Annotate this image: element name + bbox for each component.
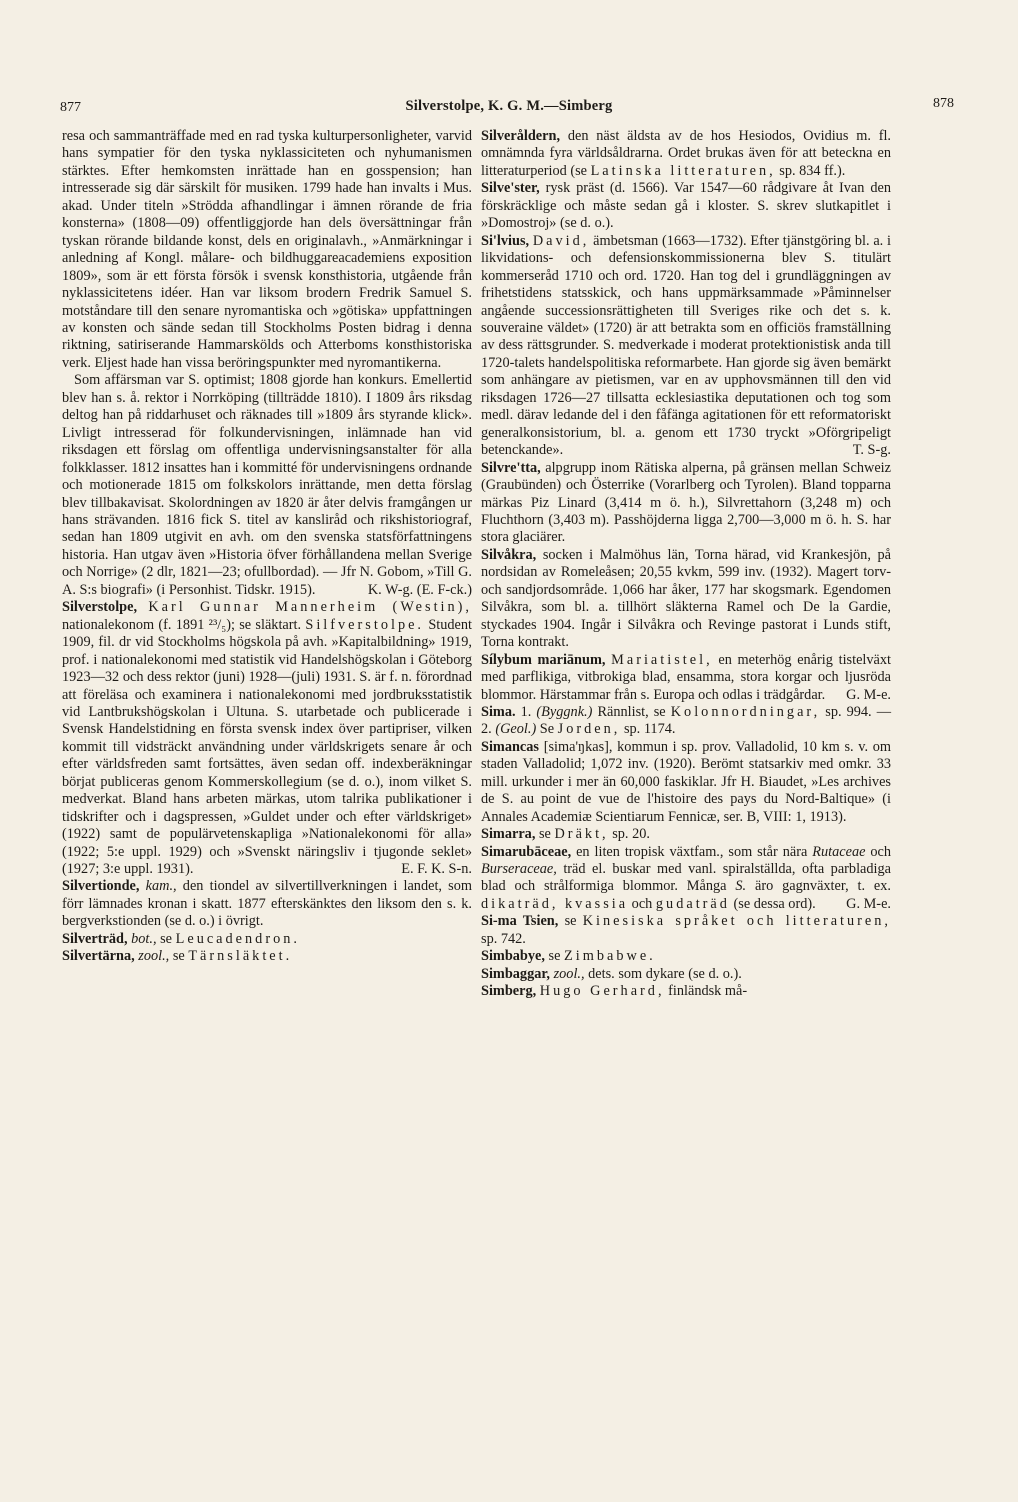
headword: Sílybum mariānum, <box>481 651 606 668</box>
headword: Simberg, <box>481 983 537 1000</box>
entry-silvertarna: Silvertärna, zool., se Tärnsläktet. <box>62 948 293 965</box>
entry-simberg: Simberg, Hugo Gerhard, finländsk må- <box>481 983 748 1000</box>
entry-si-ma-tsien: Si-ma Tsien, se Kinesiska språket och litteraturen, sp. 742. <box>481 913 892 947</box>
entry-simbabye: Simbabye, se Zimbabwe. <box>481 948 656 965</box>
entry-silveraldern: Silveråldern, den näst äldsta av de hos Hesiodos, Ovidius m. fl. omnämnda fyra världsåldrarna. Ordet brukas även för att beteckna en litteraturperiod (se Latinska litteraturen, sp. 834 ff.). <box>481 128 892 179</box>
headword: Silvertionde, <box>62 878 140 895</box>
cross-reference: dikaträd, kvassia <box>481 895 629 912</box>
entry-silvakra: Silvåkra, socken i Malmöhus län, Torna härad, vid Krankesjön, på nordsidan av Romeleåsen; 20,55 kvkm, 599 inv. (1932). Magert torv- och sandjordsområde. 1,066 har åker, 177 har skogsmark. Egendomen Silvåkra, som bl. a. tillhört släkterna Ramel och De la Gardie, styckades 1904. Ingår i Silvåkra och Revinge pastorat i Lunds stift, Torna kontrakt. <box>481 546 891 651</box>
entry-silvretta: Silvre'tta, alpgrupp inom Rätiska alperna, på gränsen mellan Schweiz (Graubünden) och Österrike (Vorarlberg och Tyrolen). Bland topparna märkas Piz Linard (3,414 m ö. h.), Silvrettahorn (3,248 m) och Fluchthorn (3,403 m). Passhöjderna ligga 2,700—3,000 m ö. h. S. har stora glaciärer. <box>481 459 891 546</box>
page-number-left: 877 <box>60 100 81 115</box>
paragraph: resa och sammanträffade med en rad tyska kulturpersonligheter, varvid hans sympatier för den tyska nyklassiciteten och nyhumanismen stärktes. Efter hemkomsten inrättade han en gosspension; han intresserade sig där särskilt för musiken. 1799 hade han invalts i Mus. akad. Under titeln »Strödda afhandlingar i ämnen rörande de fria konsterna» (1808—09) offentliggjorde han dels översättningar från tyskan rörande bildande konst, dels en originalavh., »Anmärkningar i anledning af Kongl. målare- och bildhuggareacademiens exposition 1809», som är ett första försök i svensk konsthistoria, utgående från nyklassicitetens idéer. Han var liksom brodern Fredrik Samuel S. motståndare till den senare nyromantiska och »götiska» uppfattningen av konsten och sände sedan till Stockholms Posten bidrag i denna riktning, satiriserande Hammarskölds och Atterboms konsthistoriska verk. Eljest hade han vissa beröringspunkter med nyromantikerna. <box>62 128 472 371</box>
entry-silvester: Silve'ster, rysk präst (d. 1566). Var 1547—60 rådgivare åt Ivan den förskräcklige och måste sedan gå i kloster. S. skrev slutkapitlet i »Domostroj» (se d. o.). <box>481 180 892 232</box>
entry-silvertionde: Silvertionde, kam., den tiondel av silvertillverkningen i landet, som förr lämnades kronan i skatt. 1877 efterskänktes den liksom den s. k. bergverkstionden (se d. o.) i övrigt. <box>62 878 472 930</box>
entry-silvertrad: Silverträd, bot., se Leucadendron. <box>62 930 300 947</box>
headword: Simbaggar, <box>481 965 550 982</box>
entry-silvius: Si'lvius, David, ämbetsman (1663—1732). Efter tjänstgöring bl. a. i likvidations- och defensionskommissionerna blev S. titulärt kommerseråd 1710 och ord. 1720. Han tog del i grundläggningen av frihetstidens statsskick, och hans uppmärksammade »Påminnelser angående successionsrättigheten till Sveriges rike och det s. k. souveraine väldet» (1720) är att betrakta som en officiös framställning av dess rättsgrunder. S. medverkade i moderat protektionistisk anda till 1720-talets handelspolitiska reformarbete. Han gjorde sig även bemärkt som anhängare av pietismen, var en av upphovsmännen till den vid riksdagen 1726—27 tillsatta ecklesiastika deputationen och tog som medl. därav ledande del i den fåfänga agitationen för ett reformatoriskt generalkonsistorium, bl. a. genom ett 1730 tryckt »Oförgripeligt betenckande». T. S-g. <box>481 232 891 459</box>
headword: Simbabye, <box>481 948 545 965</box>
author-signature: K. W-g. (E. F-ck.) <box>367 581 472 598</box>
headword: Silvertärna, <box>62 948 135 965</box>
cross-reference: Jorden, <box>557 721 621 738</box>
cross-reference: Tärnsläktet. <box>188 948 293 965</box>
headword: Silve'ster, <box>481 180 540 197</box>
headword: Simarubāceae, <box>481 843 572 860</box>
headword: Si'lvius, <box>481 232 530 249</box>
page-number-right: 878 <box>933 96 954 111</box>
cross-reference: Leucadendron. <box>175 930 300 947</box>
entry-silybum: Sílybum mariānum, Mariatistel, en meterhög enårig tistelväxt med parflikiga, vitbrokiga blad, ensamma, stora korgar och ljusröda blommor. Härstammar från s. Europa och odlas i trädgårdar. G. M-e. <box>481 651 892 703</box>
left-column <box>62 128 472 966</box>
author-signature: E. F. K. S-n. <box>401 861 472 878</box>
entry-simarubaceae: Simarubāceae, en liten tropisk växtfam., som står nära Rutaceae och Burseraceae, träd el. buskar med vanl. spiralställda, ofta parbladiga blad och strålformiga blommor. Många S. äro gagnväxter, t. ex. dikaträd, kvassia och gudaträd (se dessa ord). G. M-e. <box>481 843 892 912</box>
headword: Silveråldern, <box>481 128 561 144</box>
author-signature: G. M-e. <box>846 686 891 703</box>
running-head: Silverstolpe, K. G. M.—Simberg <box>405 98 613 114</box>
headword: Si-ma Tsien, <box>481 913 559 930</box>
cross-reference: Kinesiska språket och litteraturen, <box>582 913 892 930</box>
author-signature: T. S-g. <box>852 442 891 459</box>
entry-simancas: Simancas [sima'ŋkas], kommun i sp. prov. Valladolid, 10 km s. v. om staden Valladolid; 1,072 inv. (1920). Berömt statsarkiv med omkr. 33 mill. urkunder i mer än 60,000 faskiklar. Jfr H. Biaudet, »Les archives de S. au point de vue de l'histoire des pays du Nord-Baltique» (i Annales Academiæ Scientiarum Fennicæ, ser. B, VIII: 1, 1913). <box>481 738 892 825</box>
headword: Simarra, <box>481 826 536 843</box>
headword: Simancas <box>481 738 539 755</box>
cross-reference: gudaträd <box>655 895 730 912</box>
page-header <box>60 96 958 120</box>
paragraph: Som affärsman var S. optimist; 1808 gjorde han konkurs. Emellertid blev han s. å. rektor i Norrköping (tillträdde 1810). I 1809 års riksdag deltog han på riddarhuset och räknades till »1809 års styrande klick». Livligt intresserad för folkundervisningen, inlämnade han vid riksdagen ett förslag om offentliga undervisningsanstalter för alla folkklasser. 1812 insattes han i kommitté för undervisningens ordnande och motionerade 1815 om folkskolors inrättande, men detta förslag blev tillbakavisat. Skolordningen av 1820 är åter delvis framgången ur hans strävanden. 1816 fick S. titel av kansliråd och rikshistoriograf, sedan han 1809 utgivit en avh. om den svenska statsförfattningens historia. Han utgav även »Historia öfver förhållandena mellan Sverige och Norrige» (2 dlr, 1821—23; ofullbordad). — Jfr N. Gobom, »Till G. A. S:s biografi» (i Personhist. Tidskr. 1915). K. W-g. (E. F-ck.) <box>62 372 472 598</box>
cross-reference: Latinska litteraturen, <box>590 162 776 179</box>
entry-simbaggar: Simbaggar, zool., dets. som dykare (se d. o.). <box>481 965 742 982</box>
author-signature: G. M-e. <box>846 895 891 912</box>
headword: Silvåkra, <box>481 546 537 563</box>
cross-reference: Silfverstolpe. <box>305 616 425 633</box>
entry-silverstolpe-karl: Silverstolpe, Karl Gunnar Mannerheim (Westin), nationalekonom (f. 1891 ²³/₅); se släktart. Silfverstolpe. Student 1909, fil. dr vid Stockholms högskola på avh. »Kapitalbildning» 1919, prof. i nationalekonomi med statistik vid Handelshögskolan i Göteborg 1923—32 och dess rektor (juni) 1928—(juli) 1931. S. är f. n. förordnad att föreläsa och examinera i nationalekonomi med jordbruksstatistik vid Lantbrukshögskolan i Ultuna. S. utarbetade och publicerade i Svensk Handelstidning en första svensk index över partipriser, vilken kommit till vidsträckt användning under världskrigets senare år och efter världsfreden samt fortsättes, även sedan off. indexberäkningar börjat publiceras genom Kommerskollegium (se d. o.), inom vilket S. medverkat. Bland hans arbeten märkas, utom talrika publikationer i tidskrifter och i dagspressen, »Guldet under och efter världskriget» (1922) samt de populärvetenskapliga »Nationalekonomi för alla» (1922; 5:e uppl. 1929) och »Svenskt näringsliv i tjugonde seklet» (1927; 3:e uppl. 1931). E. F. K. S-n. <box>62 599 473 878</box>
headword: Silverstolpe, <box>62 599 138 616</box>
entry-simarra: Simarra, se Dräkt, sp. 20. <box>481 826 650 843</box>
headword: Sima. <box>481 703 516 720</box>
entry-sima: Sima. 1. (Byggnk.) Rännlist, se Kolonnordningar, sp. 994. — 2. (Geol.) Se Jorden, sp. 1174. <box>481 703 891 738</box>
cross-reference: Zimbabwe. <box>564 948 656 965</box>
right-column <box>481 128 891 1001</box>
cross-reference: Dräkt, <box>554 826 609 843</box>
headword: Silverträd, <box>62 930 128 947</box>
cross-reference: Kolonnordningar, <box>670 703 821 720</box>
headword: Silvre'tta, <box>481 459 541 476</box>
